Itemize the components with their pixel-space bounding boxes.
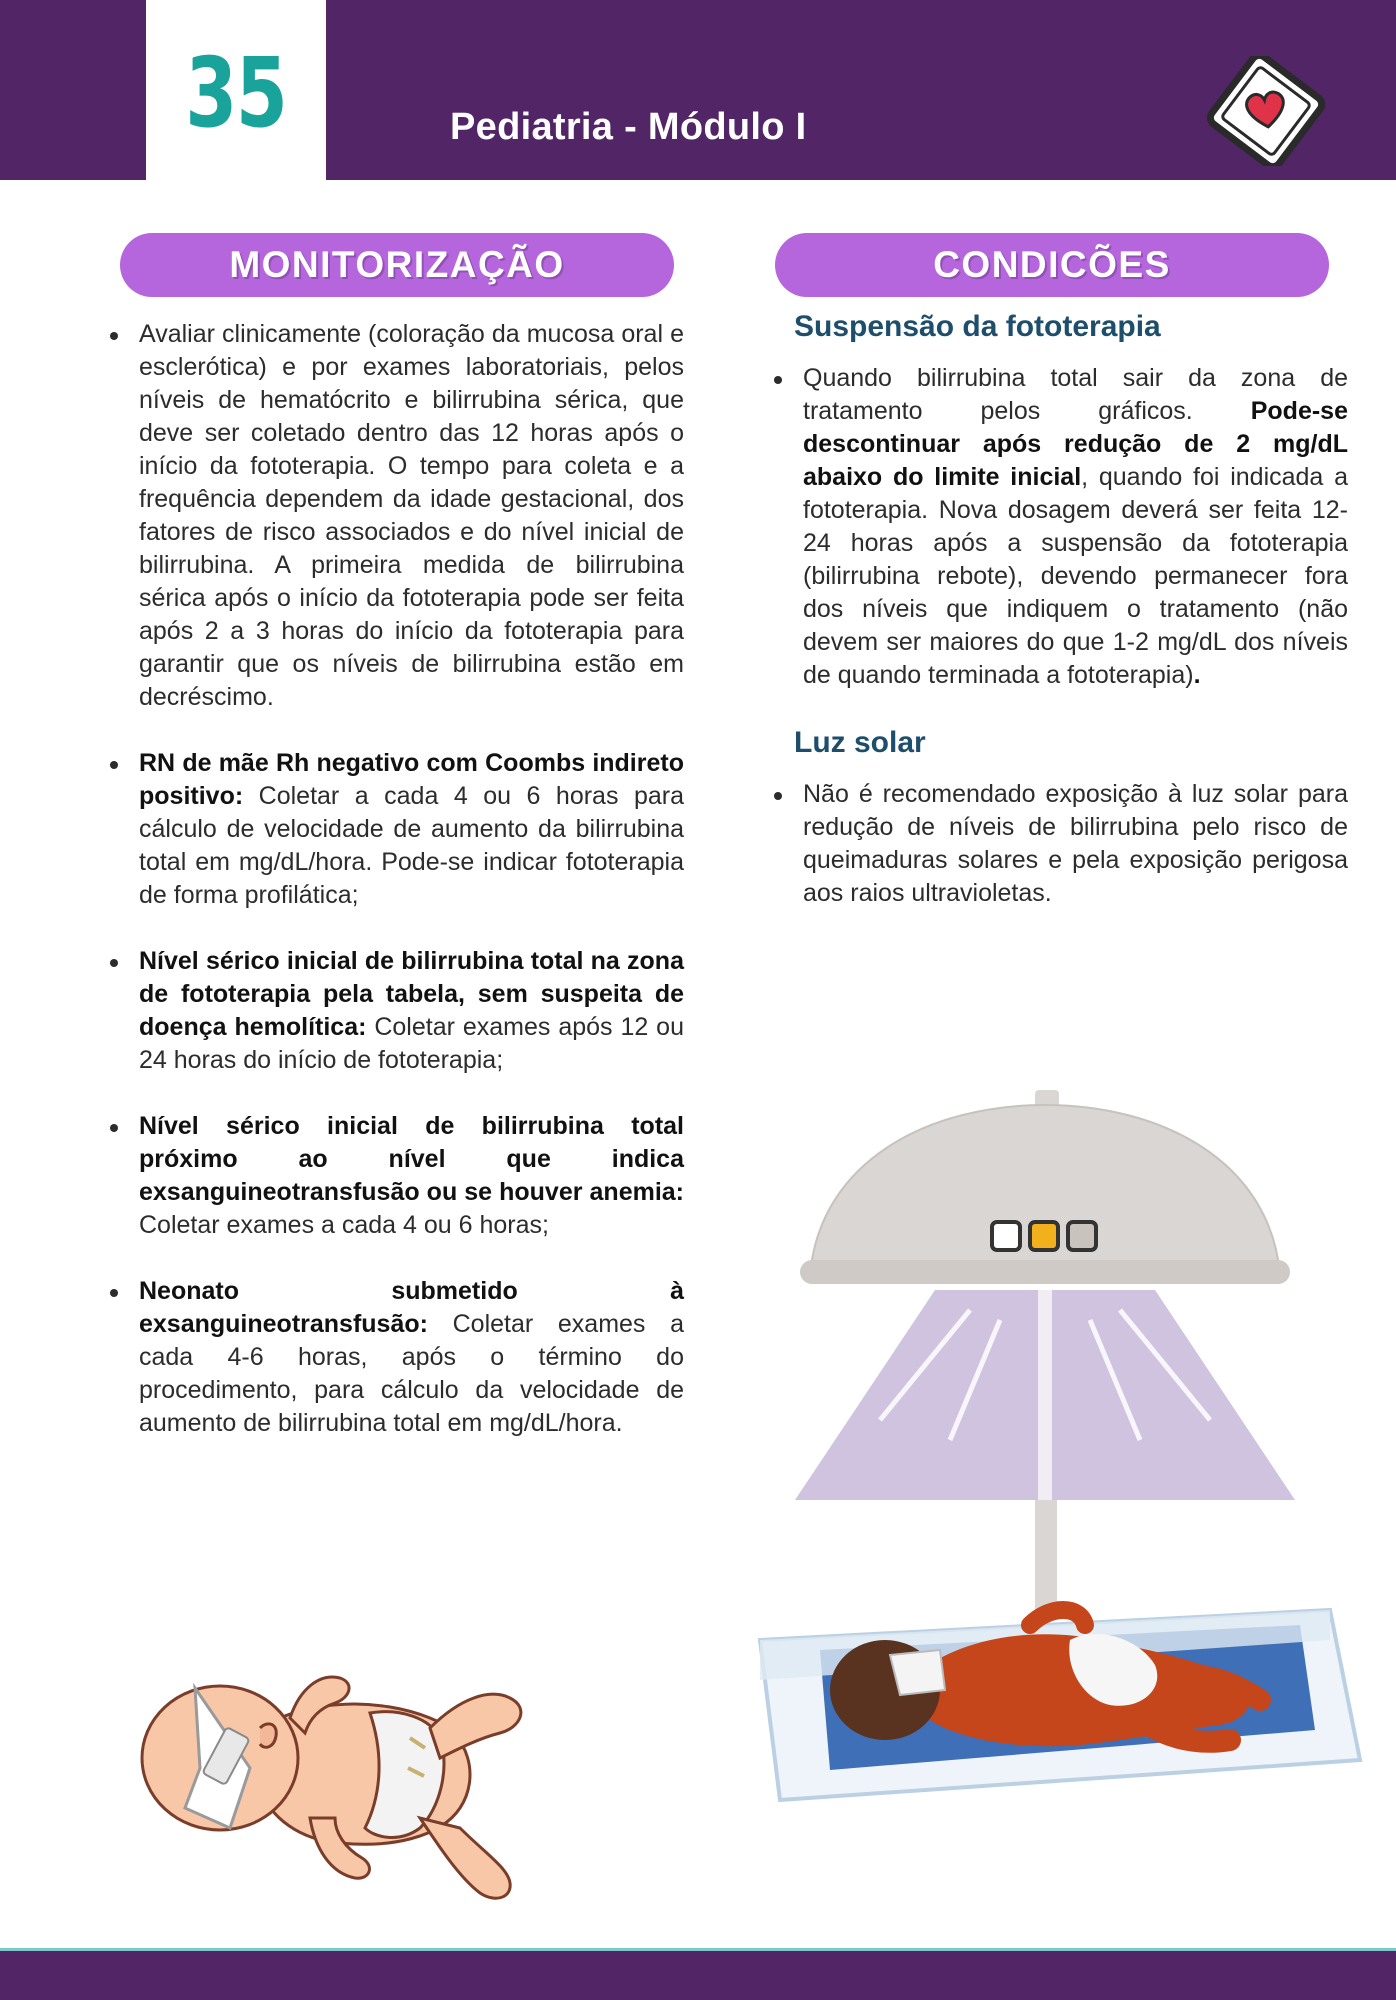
page-footer xyxy=(0,1948,1396,2000)
list-item xyxy=(106,1275,684,1440)
list-item-bold: Pode-se descontinuar após redução de 2 mg/dL abaixo do limite inicial xyxy=(803,397,1348,491)
phototherapy-lamp-illustration xyxy=(700,1080,1390,1900)
section-title-monitorizacao: MONITORIZAÇÃO xyxy=(120,233,674,297)
list-item-text: , quando foi indicada a fototerapia. Nova dosagem deverá ser feita 12-24 horas após a suspensão da fototerapia (bilirrubina rebote), devendo permanecer fora dos níveis que indiquem o tratamento (não devem ser maiores do que 1-2 mg/dL dos níveis de quando terminada a fototerapia) xyxy=(803,463,1348,689)
list-item-text: Não é recomendado exposição à luz solar para redução de níveis de bilirrubina pelo risco de queimaduras solares e pela exposição perigosa aos raios ultravioletas. xyxy=(803,780,1348,907)
list-item xyxy=(770,362,1348,692)
list-item xyxy=(106,1110,684,1242)
list-item-bold: Nível sérico inicial de bilirrubina total próximo ao nível que indica exsanguineotransfusão ou se houver anemia: xyxy=(139,1112,684,1206)
page-title: Pediatria - Módulo I xyxy=(450,106,807,148)
luz-solar-list xyxy=(770,778,1348,910)
list-item-bold: . xyxy=(1193,661,1201,689)
list-item xyxy=(106,747,684,912)
list-item-bold: Neonato submetido à exsanguineotransfusão: xyxy=(139,1277,684,1338)
monitorizacao-column xyxy=(106,318,684,1473)
subheading-suspensao: Suspensão da fototerapia xyxy=(794,310,1161,343)
list-item-text: Quando bilirrubina total sair da zona de tratamento pelos gráficos. xyxy=(803,364,1348,425)
section-title-condicoes: CONDICÕES xyxy=(775,233,1329,297)
subheading-luz-solar: Luz solar xyxy=(794,726,926,759)
baby-eye-mask-illustration xyxy=(140,1658,550,1928)
page-number-box xyxy=(146,0,326,180)
list-item-text: Avaliar clinicamente (coloração da mucosa oral e esclerótica) e por exames laboratoriais, pelos níveis de hematócrito e bilirrubina sérica, que deve ser coletado dentro das 12 horas após o início da fototerapia. O tempo para coleta e a frequência dependem da idade gestacional, dos fatores de risco associados e do nível inicial de bilirrubina. A primeira medida de bilirrubina sérica após o início da fototerapia pode ser feita após 2 a 3 horas do início da fototerapia para garantir que os níveis de bilirrubina estão em decréscimo. xyxy=(139,320,684,711)
heart-diamond-logo-icon xyxy=(1196,56,1336,166)
list-item-bold: Nível sérico inicial de bilirrubina total na zona de fototerapia pela tabela, sem suspeita de doença hemolítica: xyxy=(139,947,684,1041)
list-item-text: Coletar exames após 12 ou 24 horas do início de fototerapia; xyxy=(139,1013,684,1074)
list-item-text: Coletar exames a cada 4 ou 6 horas; xyxy=(139,1211,549,1239)
monitorizacao-list xyxy=(106,318,684,1440)
list-item xyxy=(106,318,684,714)
page-number: 35 xyxy=(185,37,287,149)
list-item xyxy=(770,778,1348,910)
list-item-text: Coletar exames a cada 4-6 horas, após o término do procedimento, para cálculo da velocidade de aumento de bilirrubina total em mg/dL/hora. xyxy=(139,1310,684,1437)
list-item-text: Coletar a cada 4 ou 6 horas para cálculo de velocidade de aumento da bilirrubina total em mg/dL/hora. Pode-se indicar fototerapia de forma profilática; xyxy=(139,782,684,909)
suspensao-list xyxy=(770,362,1348,692)
page-header xyxy=(0,0,1396,180)
list-item xyxy=(106,945,684,1077)
condicoes-column xyxy=(770,310,1348,910)
list-item-bold: RN de mãe Rh negativo com Coombs indireto positivo: xyxy=(139,749,684,810)
